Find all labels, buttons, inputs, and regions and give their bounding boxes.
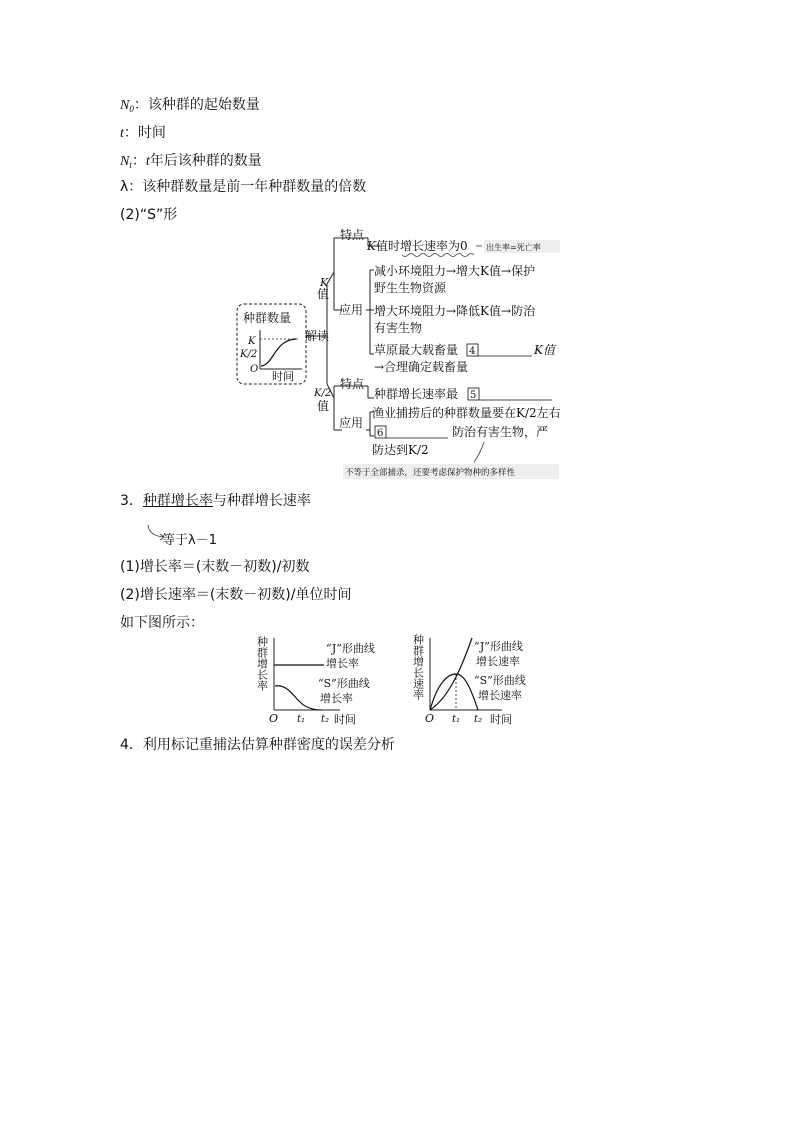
left-origin: O — [269, 712, 279, 725]
k2-branch-label-1: K/2 — [314, 388, 332, 399]
s-curve — [261, 339, 296, 366]
k-branch-label-1: K — [320, 276, 329, 289]
growth-rate-chart — [252, 632, 392, 728]
left-s-curve — [275, 686, 322, 710]
section3-note: 等于λ－1 — [162, 533, 217, 548]
k-app2-line2: 有害生物 — [374, 321, 423, 335]
left-t2: t₂ — [321, 714, 330, 725]
right-j-label-2: 增长速率 — [476, 655, 520, 668]
k2-feature: 种群增长速率最 — [374, 387, 459, 401]
box-k-label: K — [248, 336, 256, 347]
k-app3-line1b: K值 — [534, 343, 555, 357]
box-x-label: 时间 — [272, 370, 294, 383]
k2-app1: 渔业捕捞后的种群数量要在K/2左右 — [372, 406, 561, 420]
section3-item2: (2)增长速率＝(末数－初数)/单位时间 — [120, 587, 352, 603]
k2-app2-b: 防治有害生物，严 — [452, 425, 549, 439]
right-j-curve — [430, 638, 472, 710]
k-tedian-label: 特点 — [340, 228, 365, 242]
section3-title: 3．种群增长率与种群增长速率 — [120, 493, 311, 509]
box-origin-label: O — [250, 364, 259, 375]
right-s-label-1: “S”形曲线 — [474, 674, 526, 687]
left-x-label: 时间 — [334, 713, 356, 726]
k2-yingyong-label: 应用 — [339, 416, 364, 430]
right-x-label: 时间 — [490, 713, 512, 726]
s-heading: (2)“S”形 — [120, 207, 178, 223]
k2-tedian-label: 特点 — [340, 377, 365, 391]
k-yingyong-label: 应用 — [339, 303, 364, 317]
section3-intro: 如下图所示： — [120, 615, 204, 631]
section4-title: 4．利用标记重捕法估算种群密度的误差分析 — [120, 737, 395, 753]
left-t1: t₁ — [297, 714, 306, 725]
def-nt: $N_t$：t年后该种群的数量 — [120, 153, 262, 170]
growth-speed-chart — [408, 632, 558, 728]
k-feature-wave — [402, 254, 474, 257]
s-curve-diagram — [230, 226, 570, 486]
k-feature: 值时增长速率为0 — [376, 239, 468, 253]
right-s-label-2: 增长速率 — [478, 689, 522, 702]
k-app1-line2: 野生生物资源 — [374, 281, 447, 295]
k2-note-arrow — [474, 442, 484, 462]
right-t1: t₁ — [452, 714, 461, 725]
blank-5: 5 — [470, 390, 477, 401]
left-s-label-2: 增长率 — [320, 692, 353, 705]
k-app3-line2: →合理确定载畜量 — [374, 360, 469, 374]
k-branch-label-2: 值 — [317, 287, 330, 301]
k-note: 出生率=死亡率 — [486, 243, 541, 252]
section3-item1: (1)增长率＝(末数－初数)/初数 — [120, 559, 310, 575]
left-y-label: 种群增长率 — [255, 636, 269, 691]
jiedu-label: 解读 — [305, 329, 330, 343]
def-n0: $N_0$：该种群的起始数量 — [120, 97, 260, 114]
right-t2: t₂ — [474, 714, 483, 725]
k-app2-line1: 增大环境阻力→降低K值→防治 — [374, 304, 536, 318]
k2-app2-line2: 防达到K/2 — [372, 443, 429, 457]
k-app3-line1a: 草原最大载畜量 — [374, 343, 459, 357]
right-j-label-1: “J”形曲线 — [474, 640, 523, 653]
k-app1-line1: 减小环境阻力→增大K值→保护 — [374, 264, 536, 278]
blank-4: 4 — [469, 346, 476, 357]
k-feature-k: K — [367, 239, 376, 253]
def-t: t：时间 — [120, 125, 166, 141]
left-s-label-1: “S”形曲线 — [318, 677, 370, 690]
k2-note: 不等于全部捕杀，还要考虑保护物种的多样性 — [345, 468, 516, 478]
def-lambda: λ：该种群数量是前一年种群数量的倍数 — [120, 179, 367, 195]
box-title: 种群数量 — [243, 311, 292, 325]
right-y-label: 种群增长速率 — [411, 634, 425, 700]
left-j-label-2: 增长率 — [326, 657, 359, 670]
box-k2-label: K/2 — [240, 349, 258, 360]
right-origin: O — [425, 712, 435, 725]
blank-6: 6 — [377, 428, 384, 439]
k2-branch-label-2: 值 — [317, 399, 330, 413]
left-j-label-1: “J”形曲线 — [326, 642, 375, 655]
